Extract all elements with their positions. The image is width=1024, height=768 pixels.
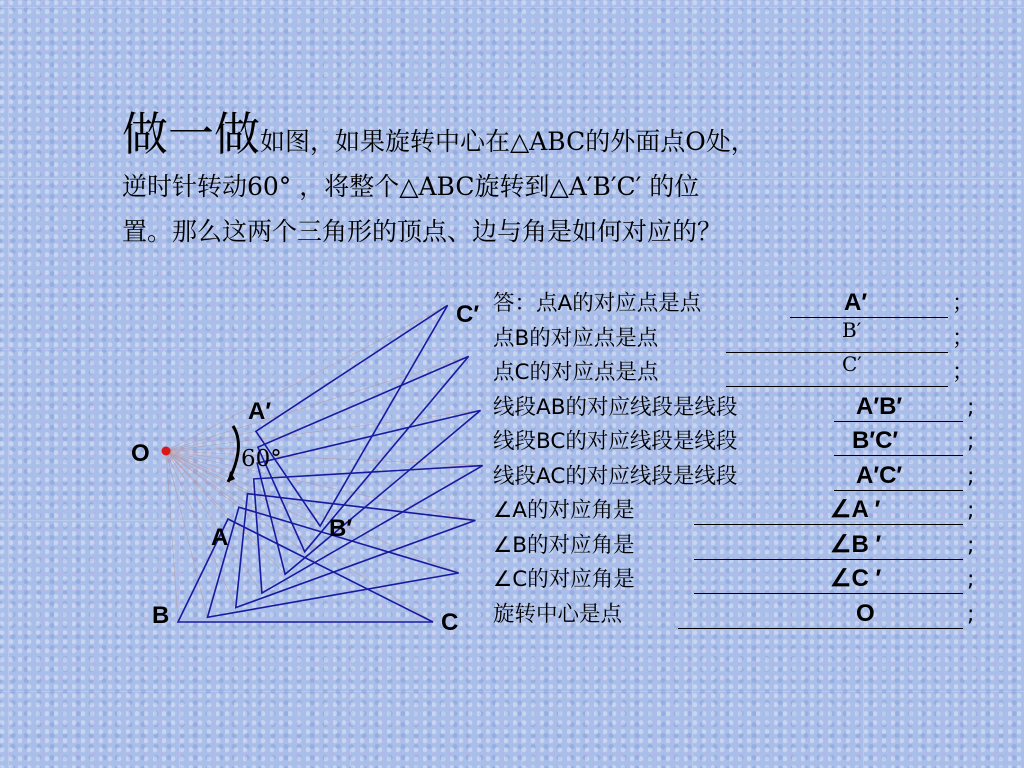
- answer-semicolon: ；: [952, 360, 975, 385]
- problem-line-3: 置。那么这两个三角形的顶点、边与角是如何对应的？: [122, 217, 723, 246]
- answer-value: O: [856, 599, 875, 627]
- label-b: B: [152, 602, 170, 629]
- center-ray: [166, 451, 208, 617]
- answer-semicolon: ;: [967, 601, 975, 627]
- answer-semicolon: ;: [967, 532, 975, 558]
- answer-semicolon: ;: [967, 463, 975, 489]
- answer-blank-line: [678, 628, 963, 629]
- center-ray: [166, 356, 469, 451]
- answer-blank-line: [694, 593, 963, 594]
- label-a-prime: A′: [248, 398, 272, 425]
- answer-question: 线段BC的对应线段是线段: [493, 429, 738, 454]
- answer-semicolon: ；: [952, 291, 975, 316]
- answer-blank-line: [694, 524, 963, 525]
- answer-blank-line: [790, 317, 948, 318]
- answer-semicolon: ;: [967, 394, 975, 420]
- answer-value: C′: [842, 352, 862, 376]
- answer-value: A′C′: [856, 461, 903, 489]
- answer-semicolon: ;: [967, 429, 975, 454]
- center-ray: [166, 451, 248, 494]
- label-o: O: [131, 440, 150, 467]
- label-a: A: [211, 524, 229, 551]
- problem-line-1-text: 如图，如果旋转中心在△ABC的外面点O处，: [260, 127, 756, 156]
- answer-value: ∠B ′: [830, 530, 882, 558]
- answer-blank-line: [726, 352, 948, 353]
- problem-line-2: 逆时针转动60° ，将整个△ABC旋转到△A′B′C′ 的位: [122, 172, 700, 201]
- answer-value: ∠A ′: [830, 496, 881, 523]
- try-heading: 做一做: [122, 107, 260, 161]
- answer-question: 点B的对应点是点: [493, 325, 659, 351]
- answer-value: B′C′: [852, 427, 899, 454]
- answer-semicolon: ;: [967, 567, 975, 592]
- answer-value: ∠C ′: [830, 565, 882, 592]
- answer-value: A′B′: [856, 392, 903, 420]
- answer-question: 旋转中心是点: [493, 601, 623, 627]
- angle-label: 60°: [241, 446, 282, 472]
- answer-question: ∠B的对应角是: [493, 532, 635, 558]
- center-ray: [166, 451, 178, 622]
- answer-question: 答：点A的对应点是点: [493, 291, 702, 316]
- center-ray: [166, 451, 483, 466]
- center-ray: [166, 410, 481, 451]
- answer-semicolon: ；: [952, 325, 975, 351]
- answer-semicolon: ;: [967, 498, 975, 523]
- answer-question: ∠A的对应角是: [493, 498, 635, 523]
- answer-question: 点C的对应点是点: [493, 360, 659, 385]
- center-ray: [166, 451, 262, 593]
- label-c: C: [441, 609, 459, 636]
- center-rays: [166, 305, 483, 622]
- answer-question: 线段AB的对应线段是线段: [493, 394, 738, 420]
- label-c-prime: C′: [456, 301, 480, 328]
- answer-blank-line: [694, 559, 963, 560]
- answer-blank-line: [726, 386, 948, 387]
- answer-value: B′: [842, 317, 862, 342]
- answer-question: ∠C的对应角是: [493, 567, 635, 592]
- rotation-center-dot: [162, 447, 171, 456]
- answer-question: 线段AC的对应线段是线段: [493, 463, 738, 489]
- label-b-prime: B′: [329, 515, 353, 542]
- answer-value: A′: [844, 289, 868, 316]
- center-ray: [166, 451, 475, 520]
